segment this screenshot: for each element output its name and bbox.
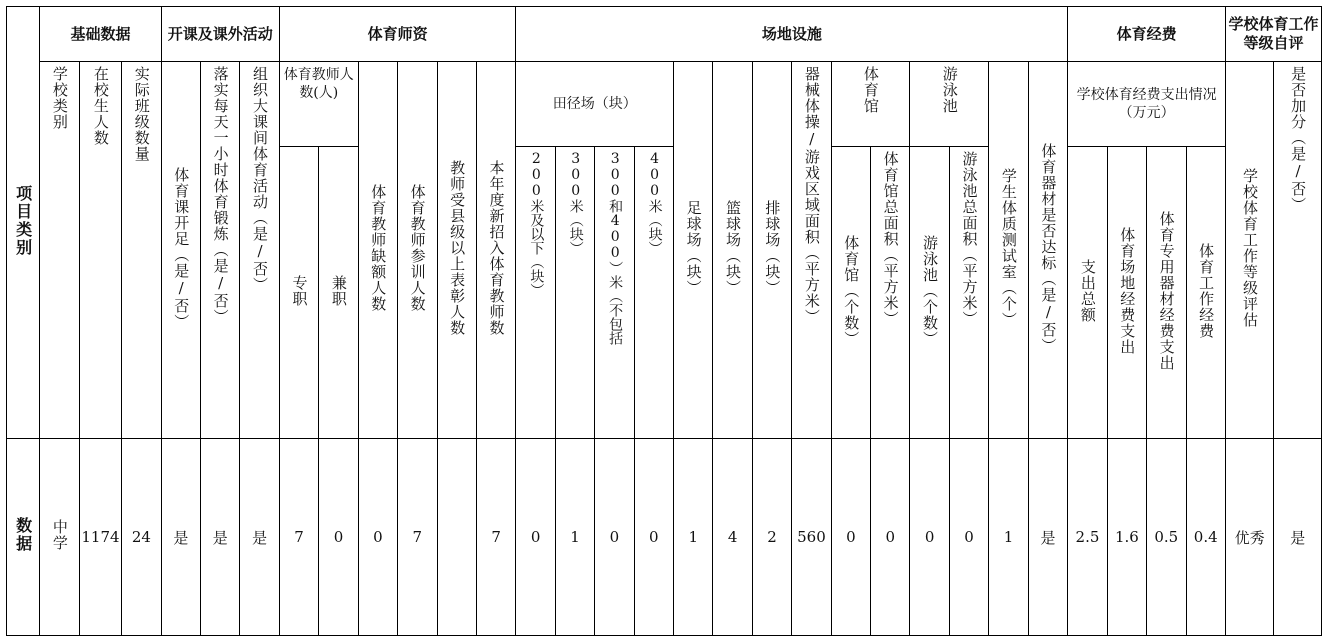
- group-self-eval: 学校体育工作等级自评: [1225, 7, 1321, 62]
- data-row: [7, 439, 1322, 636]
- header-work-spend: 体育工作经费: [1186, 147, 1225, 439]
- value-equipment-standard: 是: [1028, 439, 1068, 636]
- subgroup-teacher-count: 体育教师人数(人): [279, 62, 358, 147]
- value-work-spend: 0.4: [1186, 439, 1225, 636]
- header-equipment-area: 器械体操/游戏区域面积（平方米）: [792, 62, 831, 439]
- group-basic: 基础数据: [40, 7, 161, 62]
- header-one-hour: 落实每天一小时体育锻炼（是/否）: [201, 62, 240, 439]
- value-bonus: 是: [1274, 439, 1322, 636]
- value-school-type: 中学: [40, 439, 79, 636]
- value-equipment-spend: 0.5: [1147, 439, 1186, 636]
- value-fitness-room: 1: [989, 439, 1028, 636]
- value-vacancy: 0: [358, 439, 397, 636]
- value-football: 1: [674, 439, 713, 636]
- header-football: 足球场（块）: [674, 62, 713, 439]
- value-big-break: 是: [240, 439, 279, 636]
- value-track-400: 0: [634, 439, 673, 636]
- subgroup-gym: 体育馆: [831, 62, 910, 147]
- header-volleyball: 排球场（块）: [752, 62, 791, 439]
- data-label: 数据: [13, 517, 33, 553]
- header-equipment-spend: 体育专用器材经费支出: [1147, 147, 1186, 439]
- value-track-200: 0: [516, 439, 555, 636]
- sports-data-table: [6, 6, 1322, 636]
- header-part-time: 兼职: [319, 147, 358, 439]
- value-full-time: 7: [279, 439, 318, 636]
- value-awarded: [437, 439, 476, 636]
- header-pool-count: 游泳池（个数）: [910, 147, 949, 439]
- header-venue-spend: 体育场地经费支出: [1107, 147, 1146, 439]
- subgroup-track: 田径场（块）: [516, 62, 674, 147]
- value-one-hour: 是: [201, 439, 240, 636]
- value-track-300: 1: [555, 439, 594, 636]
- value-trained: 7: [398, 439, 437, 636]
- group-funding: 体育经费: [1068, 7, 1226, 62]
- value-gym-count: 0: [831, 439, 870, 636]
- header-fitness-room: 学生体质测试室（个）: [989, 62, 1028, 439]
- header-track-200: 200米及以下（块）: [516, 147, 555, 439]
- subgroup-header-row: [7, 62, 1322, 147]
- subgroup-pool: 游泳池: [910, 62, 989, 147]
- value-track-300-400: 0: [595, 439, 634, 636]
- group-header-row: [7, 7, 1322, 62]
- header-bonus: 是否加分（是/否）: [1274, 62, 1322, 439]
- header-vacancy: 体育教师缺额人数: [358, 62, 397, 439]
- value-basketball: 4: [713, 439, 752, 636]
- value-pe-class: 是: [161, 439, 200, 636]
- header-equipment-standard: 体育器材是否达标（是/否）: [1028, 62, 1068, 439]
- header-basketball: 篮球场（块）: [713, 62, 752, 439]
- item-category-label: 项目类别: [13, 184, 33, 257]
- value-part-time: 0: [319, 439, 358, 636]
- value-gym-area: 0: [871, 439, 910, 636]
- header-students: 在校生人数: [79, 62, 121, 439]
- value-total-spend: 2.5: [1068, 439, 1107, 636]
- header-big-break: 组织大课间体育活动（是/否）: [240, 62, 279, 439]
- sports-report-sheet: [6, 6, 1322, 636]
- group-facilities: 场地设施: [516, 7, 1068, 62]
- value-students: 1174: [79, 439, 121, 636]
- header-full-time: 专职: [279, 147, 318, 439]
- subgroup-spending: 学校体育经费支出情况（万元）: [1068, 62, 1226, 147]
- value-pool-area: 0: [949, 439, 988, 636]
- header-trained: 体育教师参训人数: [398, 62, 437, 439]
- value-pool-count: 0: [910, 439, 949, 636]
- header-pe-class: 体育课开足（是/否）: [161, 62, 200, 439]
- header-gym-area: 体育馆总面积（平方米）: [871, 147, 910, 439]
- header-awarded: 教师受县级以上表彰人数: [437, 62, 476, 439]
- value-equipment-area: 560: [792, 439, 831, 636]
- value-classes-count: 24: [122, 439, 161, 636]
- group-classes: 开课及课外活动: [161, 7, 279, 62]
- header-new-hires: 本年度新招入体育教师数: [476, 62, 515, 439]
- header-track-400: 400米（块）: [634, 147, 673, 439]
- data-label-cell: [7, 439, 40, 636]
- header-track-300: 300米（块）: [555, 147, 594, 439]
- header-track-300-400: 300和400）米（不包括: [595, 147, 634, 439]
- header-pool-area: 游泳池总面积（平方米）: [949, 147, 988, 439]
- header-classes-count: 实际班级数量: [122, 62, 161, 439]
- header-total-spend: 支出总额: [1068, 147, 1107, 439]
- value-venue-spend: 1.6: [1107, 439, 1146, 636]
- value-new-hires: 7: [476, 439, 515, 636]
- value-volleyball: 2: [752, 439, 791, 636]
- value-grade-eval: 优秀: [1225, 439, 1274, 636]
- header-grade-eval: 学校体育工作等级评估: [1225, 62, 1274, 439]
- header-gym-count: 体育馆（个数）: [831, 147, 870, 439]
- group-teachers: 体育师资: [279, 7, 516, 62]
- header-school-type: 学校类别: [40, 62, 79, 439]
- item-category-cell: [7, 7, 40, 439]
